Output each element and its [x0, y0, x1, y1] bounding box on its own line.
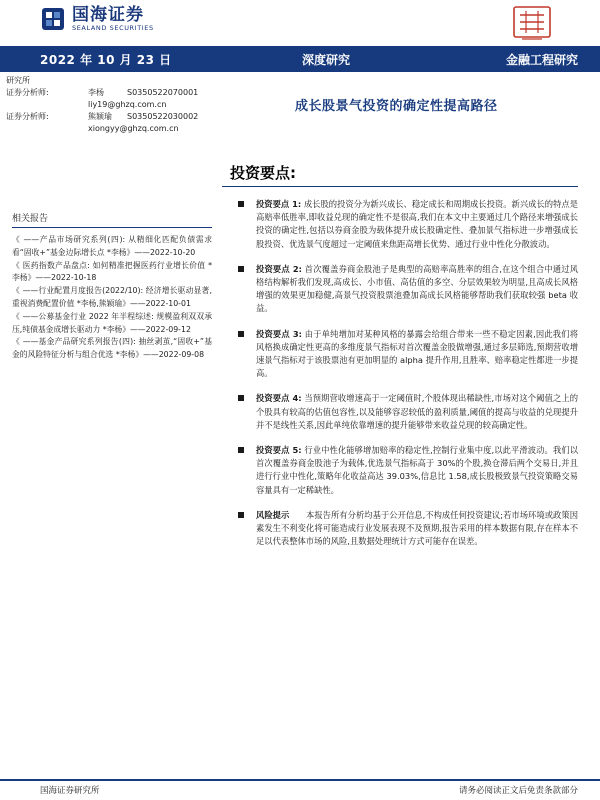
related-reports: [12, 211, 212, 362]
analyst-id: S0350522070001: [127, 88, 199, 97]
risk-warning: [232, 509, 578, 549]
analyst-role: 证券分析师:: [6, 88, 49, 97]
related-report-link[interactable]: 《 ——基金产品研究系列报告(四): 抽丝剥茧,“固收+”基金的风险特征分析与组合优选 *李杨》——2022-09-08: [12, 337, 212, 360]
report-category: 金融工程研究: [505, 53, 578, 67]
analyst-email: xiongyy@ghzq.com.cn: [88, 124, 179, 133]
footer-divider: [0, 779, 600, 781]
bullet-icon: [238, 201, 244, 207]
logo-cn: 国海证券: [72, 5, 144, 25]
related-report-link[interactable]: 《 ——行业配置月度报告(2022/10): 经济增长驱动显著,重视消费配置价值 *李杨,熊颖瑜》——2022-10-01: [12, 286, 212, 308]
bullet-icon: [238, 512, 244, 518]
report-type: 深度研究: [302, 53, 351, 67]
bullet-icon: [238, 395, 244, 401]
related-reports-heading: 相关报告: [12, 211, 212, 228]
bullet-icon: [238, 266, 244, 272]
bullet-icon: [238, 331, 244, 337]
point-text: 由于单纯增加对某种风格的暴露会给组合带来一些不稳定因素,因此我们将风格换成确定性更高的多维度景气指标对首次覆盖金股做增强,通过多层筛选,预期营收增速景气指标对于该股票池有更加明显的 alpha 提升作用,且胜率、赔率稳定性都进一步提高。: [256, 328, 578, 379]
logo-mark-icon: [40, 6, 66, 32]
header-banner: [0, 46, 600, 72]
invest-points-title: 投资要点:: [230, 164, 296, 182]
report-title: 成长股景气投资的确定性提高路径: [295, 99, 498, 114]
bullet-icon: [238, 447, 244, 453]
invest-point: [232, 392, 578, 432]
logo-en: SEALAND SECURITIES: [72, 24, 154, 32]
invest-point: [232, 328, 578, 381]
point-text: 首次覆盖券商金股池子是典型的高赔率高胜率的组合,在这个组合中通过风格结构解析我们发现,高成长、小市值、高估值的多空、分层效果较为明显,且高成长风格增强的效果更加稳健,高景气投资股票池叠加高成长风格能够帮助我们获取较强 beta 收益。: [256, 263, 578, 314]
point-label: 投资要点 5:: [256, 445, 302, 456]
company-logo: [40, 6, 154, 32]
institute-label: 研究所: [6, 76, 30, 85]
invest-point: [232, 444, 578, 497]
point-text: 行业中性化能够增加赔率的稳定性,控制行业集中度,以此平滑波动。我们以首次覆盖券商金股池子为载体,优选景气指标高于 30%的个股,换仓滞后两个交易日,并且进行行业中性化,策略年化收益高达 39.03%,信息比 1.58,成长股极致景气投资策略交易容量具有一定稀缺性。: [256, 445, 579, 495]
footer-institute: 国海证券研究所: [40, 786, 100, 796]
point-label: 投资要点 4:: [256, 393, 302, 404]
point-label: 投资要点 1:: [256, 199, 302, 209]
footer-disclaimer: 请务必阅读正文后免责条款部分: [458, 786, 578, 796]
invest-point: [232, 263, 578, 316]
analyst-name: 熊颖瑜: [88, 112, 112, 121]
title-divider: [222, 186, 578, 187]
invest-points-list: [232, 198, 578, 560]
seal-icon: [508, 5, 558, 43]
analyst-role: 证券分析师:: [6, 112, 49, 121]
point-text: 本报告所有分析均基于公开信息,不构成任何投资建议;若市场环境或政策因素发生不利变化将可能造成行业发展表现不及预期,报告采用的样本数据有限,存在样本不足以代表整体市场的风险,且数据处理统计方式可能存在误差。: [256, 509, 578, 547]
related-report-link[interactable]: 《 ——公募基金行业 2022 年半程综述: 规模盈利双双承压,纯债基金成增长驱动力 *李杨》——2022-09-12: [12, 311, 212, 334]
analyst-email: liy19@ghzq.com.cn: [88, 100, 167, 109]
related-report-link[interactable]: 《 ——产品市场研究系列(四): 从精细化匹配负债需求看“固收+”基金边际增长点 *李杨》——2022-10-20: [12, 235, 212, 257]
analyst-block: [6, 75, 246, 135]
invest-point: [232, 198, 578, 251]
point-text: 成长股的投资分为新兴成长、稳定成长和周期成长投资。新兴成长的特点是高赔率低胜率,即收益兑现的确定性不是很高,我们在本文中主要通过几个路径来增强成长投资的确定性,包括以券商金股为载体提升成长股确定性、叠加景气指标进一步增强成长股投资、优选景气度超过一定阈值来焦距高增长优势、通过行业中性化分散波动。: [256, 199, 578, 249]
point-text: 当预期营收增速高于一定阈值时,个股体现出稀缺性,市场对这个阈值之上的个股具有较高的估值包容性,以及能够容忍较低的盈利质量,阈值的提高与收益的兑现提升并不是线性关系,因此单纯依靠增速的提升能够带来收益兑现的较高确定性。: [256, 393, 579, 430]
report-date: 2022 年 10 月 23 日: [40, 53, 172, 67]
analyst-id: S0350522030002: [127, 112, 199, 121]
point-label: 投资要点 3:: [256, 328, 302, 339]
related-report-link[interactable]: 《 医药指数产品盘点: 如何精准把握医药行业增长价值 *李杨》——2022-10-18: [12, 260, 212, 283]
point-label: 投资要点 2:: [256, 263, 302, 274]
analyst-name: 李杨: [88, 88, 104, 97]
point-label: 风险提示: [256, 509, 290, 520]
